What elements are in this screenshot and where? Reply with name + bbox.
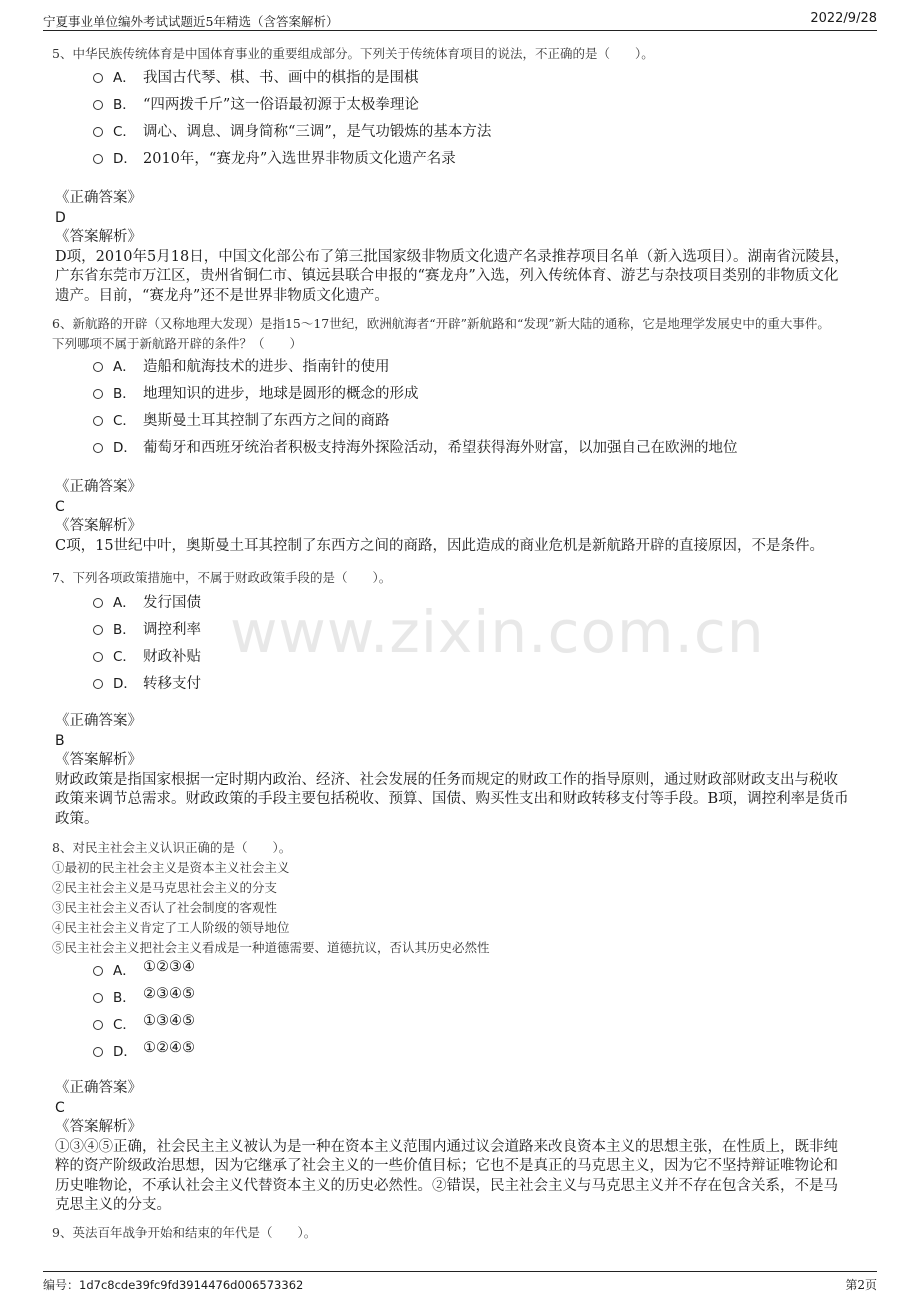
option-text: 我国古代琴、棋、书、画中的棋指的是围棋 — [143, 70, 419, 86]
statement-1: ①最初的民主社会主义是资本主义社会主义 — [52, 860, 290, 875]
document-id-value: 1d7c8cde39fc9fd3914476d006573362 — [79, 1278, 304, 1292]
correct-answer: D — [55, 209, 66, 226]
question-stem — [52, 568, 870, 588]
option-letter: D． — [113, 440, 137, 456]
question-8-answer — [55, 1079, 875, 1216]
correct-answer-label: 《正确答案》 — [55, 1080, 142, 1096]
radio-button[interactable] — [93, 416, 103, 426]
radio-button[interactable] — [93, 389, 103, 399]
option-letter: D． — [113, 1044, 137, 1060]
option-letter: B． — [113, 622, 136, 638]
explanation-line: C项，15世纪中叶，奥斯曼土耳其控制了东西方之间的商路，因此造成的商业危机是新航路开辟的直接原因，不是条件。 — [55, 537, 825, 554]
correct-answer: C — [55, 498, 65, 515]
radio-button[interactable] — [93, 443, 103, 453]
radio-button[interactable] — [93, 362, 103, 372]
stem-line: 9、英法百年战争开始和结束的年代是（ ）。 — [52, 1225, 317, 1240]
radio-button[interactable] — [93, 154, 103, 164]
explanation-line: 政策来调节总需求。财政政策的手段主要包括税收、预算、国债、购买性支出和财政转移支付等手段。B项，调控利率是货币 — [55, 791, 849, 807]
explanation-label: 《答案解析》 — [55, 752, 142, 768]
question-7 — [52, 568, 870, 588]
option-text: 地理知识的进步，地球是圆形的概念的形成 — [143, 386, 419, 402]
option-letter: D． — [113, 151, 137, 167]
explanation-line: 广东省东莞市万江区，贵州省铜仁市、镇远县联合申报的“赛龙舟”入选，列入传统体育、游艺与杂技项目类别的非物质文化 — [55, 268, 839, 284]
option-letter: B． — [113, 990, 136, 1006]
question-stem — [52, 838, 870, 958]
question-5-answer — [55, 189, 875, 306]
watermark: www.zixin.com.cn — [230, 598, 765, 666]
document-id-label: 编号： — [43, 1278, 80, 1292]
option-text: 调控利率 — [143, 622, 201, 638]
radio-button[interactable] — [93, 1047, 103, 1057]
radio-button[interactable] — [93, 679, 103, 689]
radio-button[interactable] — [93, 127, 103, 137]
question-9 — [52, 1223, 870, 1243]
correct-answer-label: 《正确答案》 — [55, 713, 142, 729]
radio-button[interactable] — [93, 993, 103, 1003]
option-letter: A． — [113, 70, 136, 86]
explanation-line: 粹的资产阶级政治思想，因为它继承了社会主义的一些价值目标；它也不是真正的马克思主义，因为它不坚持辩证唯物论和 — [55, 1158, 838, 1174]
explanation-line: 遗产。目前，“赛龙舟”还不是世界非物质文化遗产。 — [55, 287, 389, 304]
question-stem — [52, 44, 870, 64]
page-header — [43, 8, 877, 31]
option-text: 奥斯曼土耳其控制了东西方之间的商路 — [143, 413, 390, 429]
option-text: “四两拨千斤”这一俗语最初源于太极拳理论 — [143, 97, 419, 113]
option-letter: A． — [113, 595, 136, 611]
stem-line: 8、对民主社会主义认识正确的是（ ）。 — [52, 840, 292, 855]
explanation-line: D项，2010年5月18日，中国文化部公布了第三批国家级非物质文化遗产名录推荐项目名单（新入选项目）。湖南省沅陵县， — [55, 248, 849, 265]
option-letter: C． — [113, 1017, 136, 1033]
option-letter: C． — [113, 413, 136, 429]
option-text: 发行国债 — [143, 595, 201, 611]
question-6 — [52, 314, 870, 354]
option-letter: C． — [113, 124, 136, 140]
explanation-label: 《答案解析》 — [55, 518, 142, 534]
explanation-line: ①③④⑤正确，社会民主主义被认为是一种在资本主义范围内通过议会道路来改良资本主义的思想主张，在性质上，既非纯 — [55, 1138, 838, 1155]
option-letter: D． — [113, 676, 137, 692]
question-stem — [52, 314, 870, 354]
statement-2: ②民主社会主义是马克思社会主义的分支 — [52, 880, 278, 895]
option-text: 葡萄牙和西班牙统治者积极支持海外探险活动，希望获得海外财富，以加强自己在欧洲的地位 — [143, 440, 738, 456]
radio-button[interactable] — [93, 100, 103, 110]
option-text: 财政补贴 — [143, 649, 201, 665]
option-text: 转移支付 — [143, 676, 201, 692]
explanation-label: 《答案解析》 — [55, 1119, 142, 1135]
explanation-line: 政策。 — [55, 810, 99, 827]
question-7-answer — [55, 712, 875, 829]
header-date: 2022/9/28 — [810, 11, 877, 26]
document-title: 宁夏事业单位编外考试试题近5年精选（含答案解析） — [43, 14, 339, 29]
explanation-line: 财政政策是指国家根据一定时期内政治、经济、社会发展的任务而规定的财政工作的指导原则，通过财政部财政支出与税收 — [55, 771, 838, 788]
radio-button[interactable] — [93, 652, 103, 662]
page-footer — [43, 1271, 877, 1294]
option-letter: A． — [113, 359, 136, 375]
stem-line: 6、新航路的开辟（又称地理大发现）是指15～17世纪，欧洲航海者“开辟”新航路和“发现”新大陆的通称，它是地理学发展史中的重大事件。 — [52, 316, 830, 331]
document-id — [43, 1276, 303, 1293]
question-6-answer — [55, 478, 875, 556]
radio-button[interactable] — [93, 73, 103, 83]
correct-answer-label: 《正确答案》 — [55, 479, 142, 495]
option-text: ①③④⑤ — [143, 1013, 195, 1029]
question-5 — [52, 44, 870, 64]
question-stem — [52, 1223, 870, 1243]
page-number: 第2页 — [845, 1278, 877, 1292]
explanation-line: 历史唯物论，不承认社会主义代替资本主义的历史必然性。②错误，民主社会主义与马克思主义并不存在包含关系，不是马 — [55, 1177, 838, 1194]
option-text: ①②④⑤ — [143, 1040, 195, 1056]
option-letter: B． — [113, 386, 136, 402]
stem-line: 下列哪项不属于新航路开辟的条件？（ ） — [52, 336, 303, 351]
explanation-label: 《答案解析》 — [55, 229, 142, 245]
question-8 — [52, 838, 870, 958]
stem-line: 5、中华民族传统体育是中国体育事业的重要组成部分。下列关于传统体育项目的说法，不正确的是（ ）。 — [52, 46, 654, 61]
statement-5: ⑤民主社会主义把社会主义看成是一种道德需要、道德抗议，否认其历史必然性 — [52, 940, 490, 955]
option-letter: C． — [113, 649, 136, 665]
option-letter: A． — [113, 963, 136, 979]
radio-button[interactable] — [93, 1020, 103, 1030]
radio-button[interactable] — [93, 625, 103, 635]
statement-3: ③民主社会主义否认了社会制度的客观性 — [52, 900, 278, 915]
option-text: 造船和航海技术的进步、指南针的使用 — [143, 359, 390, 375]
stem-line: 7、下列各项政策措施中，不属于财政政策手段的是（ ）。 — [52, 570, 392, 585]
option-text: 2010年，“赛龙舟”入选世界非物质文化遗产名录 — [143, 151, 456, 167]
option-text: 调心、调息、调身简称“三调”，是气功锻炼的基本方法 — [143, 124, 492, 140]
option-text: ①②③④ — [143, 959, 195, 975]
correct-answer-label: 《正确答案》 — [55, 190, 142, 206]
correct-answer: C — [55, 1099, 65, 1116]
option-letter: B． — [113, 97, 136, 113]
radio-button[interactable] — [93, 598, 103, 608]
radio-button[interactable] — [93, 966, 103, 976]
explanation-line: 克思主义的分支。 — [55, 1197, 171, 1213]
statement-4: ④民主社会主义肯定了工人阶级的领导地位 — [52, 920, 290, 935]
correct-answer: B — [55, 732, 65, 749]
option-text: ②③④⑤ — [143, 986, 195, 1002]
